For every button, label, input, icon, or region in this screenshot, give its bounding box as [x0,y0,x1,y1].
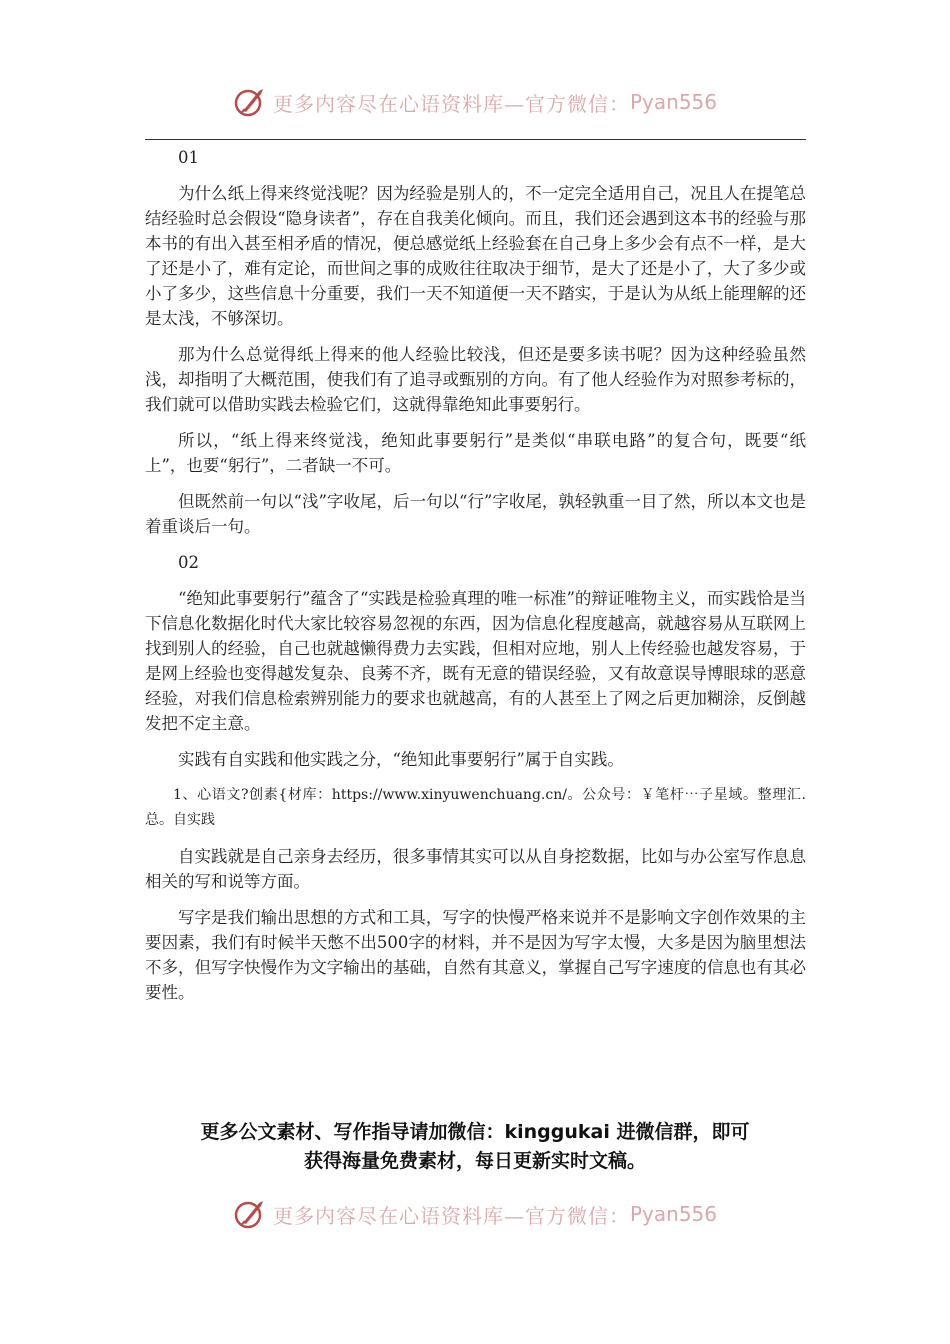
banner-wechat-id: Pyan556 [629,1202,717,1226]
promo-line-1: 更多公文素材、写作指导请加微信：kinggukai 进微信群，即可 [200,1121,750,1143]
article-body [145,145,806,1016]
section-number-02: 02 [178,553,199,572]
footer-banner [0,1192,950,1236]
section-number-01: 01 [178,148,199,167]
quill-pen-logo-icon [233,1197,267,1231]
header-banner [0,80,950,124]
banner-wechat-id: Pyan556 [629,90,717,114]
banner-text: 更多内容尽在心语资料库—官方微信： [272,91,630,116]
paragraph-1: 为什么纸上得来终觉浅呢？因为经验是别人的，不一定完全适用自己，况且人在提笔总结经验时总会假设“隐身读者”，存在自我美化倾向。而且，我们还会遇到这本书的经验与那本书的有出入甚至相矛盾的情况，便总感觉纸上经验套在自己身上多少会有点不一样，是大了还是小了，难有定论，而世间之事的成败往往取决于细节，是大了还是小了，大了多少或小了多少，这些信息十分重要，我们一天不知道便一天不踏实，于是认为从纸上能理解的还是太浅，不够深切。 [145,184,806,328]
banner-text: 更多内容尽在心语资料库—官方微信： [272,1203,630,1228]
paragraph-3: 所以，“纸上得来终觉浅，绝知此事要躬行”是类似“串联电路”的复合句，既要“纸上”，也要“躬行”，二者缺一不可。 [145,431,806,475]
paragraph-7-source-note: 1、心语文?创素{材库：https://www.xinyuwenchuang.cn/。公众号：￥笔杆⋯子星域。整理汇.总。自实践 [145,787,806,828]
paragraph-2: 那为什么总觉得纸上得来的他人经验比较浅，但还是要多读书呢？因为这种经验虽然浅，却指明了大概范围，使我们有了追寻或甄别的方向。有了他人经验作为对照参考标的，我们就可以借助实践去检验它们，这就得靠绝知此事要躬行。 [145,345,806,414]
paragraph-9: 写字是我们输出思想的方式和工具，写字的快慢严格来说并不是影响文字创作效果的主要因素，我们有时候半天憋不出500字的材料，并不是因为写字太慢，大多是因为脑里想法不多，但写字快慢作为文字输出的基础，自然有其意义，掌握自己写字速度的信息也有其必要性。 [145,908,806,1002]
paragraph-8: 自实践就是自己亲身去经历，很多事情其实可以从自身挖数据，比如与办公室写作息息相关的写和说等方面。 [145,847,806,891]
paragraph-6: 实践有自实践和他实践之分，“绝知此事要躬行”属于自实践。 [178,750,624,769]
header-divider [145,139,806,140]
promo-text [100,1118,850,1176]
paragraph-5: “绝知此事要躬行”蕴含了“实践是检验真理的唯一标准”的辩证唯物主义，而实践恰是当下信息化数据化时代大家比较容易忽视的东西，因为信息化程度越高，就越容易从互联网上找到别人的经验，自己也就越懒得费力去实践，但相对应地，别人上传经验也越发容易，于是网上经验也变得越发复杂、良莠不齐，既有无意的错误经验，又有故意误导博眼球的恶意经验，对我们信息检索辨别能力的要求也就越高，有的人甚至上了网之后更加糊涂，反倒越发把不定主意。 [145,589,806,733]
paragraph-4: 但既然前一句以“浅”字收尾，后一句以“行”字收尾，孰轻孰重一目了然，所以本文也是着重谈后一句。 [145,492,806,536]
promo-line-2: 获得海量免费素材，每日更新实时文稿。 [303,1150,646,1172]
quill-pen-logo-icon [233,85,267,119]
